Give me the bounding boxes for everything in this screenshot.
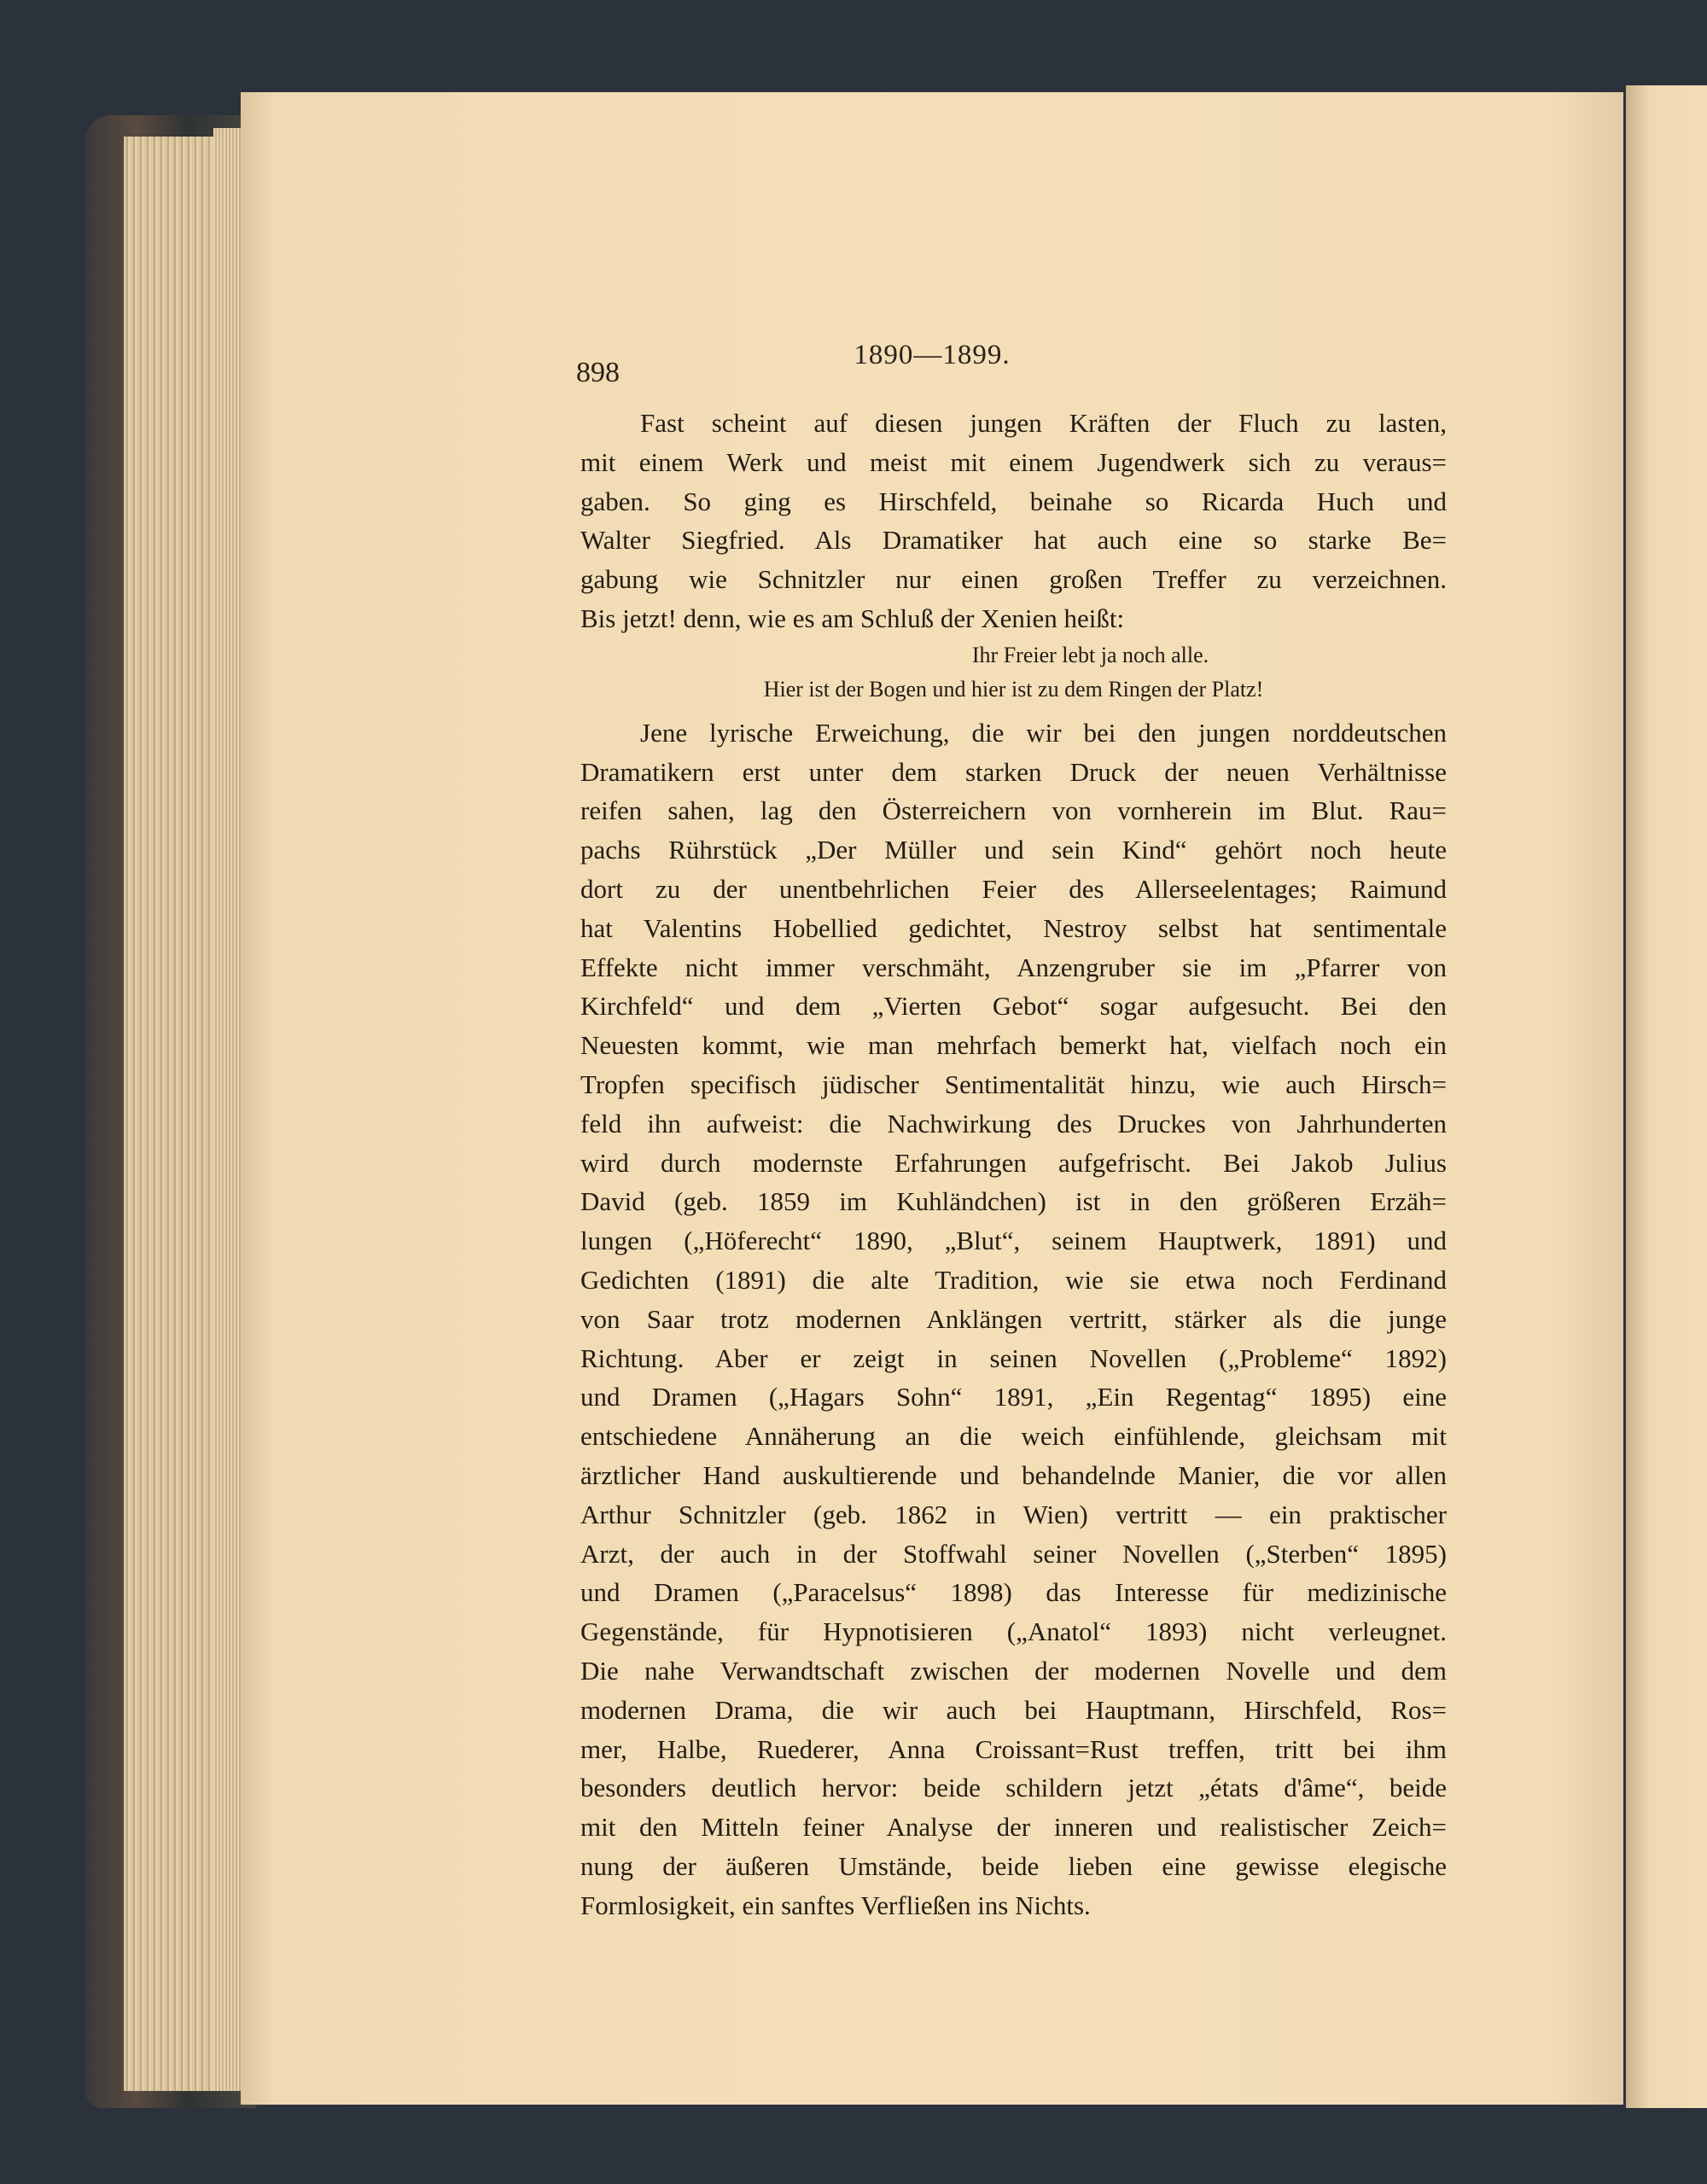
text-line: mit den Mitteln feiner Analyse der inneren und realistischer Zeich=	[580, 1812, 1447, 1843]
running-title: 1890—1899.	[854, 340, 1011, 370]
text-line: Gedichten (1891) die alte Tradition, wie sie etwa noch Ferdinand	[580, 1264, 1447, 1295]
text-line: Gegenstände, für Hypnotisieren („Anatol“ 1893) nicht verleugnet.	[580, 1616, 1447, 1647]
text-line: Kirchfeld“ und dem „Vierten Gebot“ sogar aufgesucht. Bei den	[580, 991, 1447, 1022]
text-line: reifen sahen, lag den Österreichern von vornherein im Blut. Rau=	[580, 795, 1447, 826]
text-line: entschiedene Annäherung an die weich einfühlende, gleichsam mit	[580, 1421, 1447, 1452]
text-line: Effekte nicht immer verschmäht, Anzengruber sie im „Pfarrer von	[580, 952, 1447, 982]
text-line: modernen Drama, die wir auch bei Hauptmann, Hirschfeld, Ros=	[580, 1694, 1447, 1725]
text-line: Arzt, der auch in der Stoffwahl seiner Novellen („Sterben“ 1895)	[580, 1538, 1447, 1569]
text-line: gaben. So ging es Hirschfeld, beinahe so Ricarda Huch und	[580, 486, 1447, 516]
text-line: mit einem Werk und meist mit einem Jugendwerk sich zu veraus=	[580, 446, 1447, 477]
text-line: Dramatikern erst unter dem starken Druck der neuen Verhältnisse	[580, 756, 1447, 787]
text-line: mer, Halbe, Ruederer, Anna Croissant=Rust treffen, tritt bei ihm	[580, 1733, 1447, 1764]
verse-line: Ihr Freier lebt ja noch alle.	[971, 642, 1209, 667]
text-line: von Saar trotz modernen Anklängen vertritt, stärker als die junge	[580, 1303, 1447, 1334]
verse-quote	[580, 638, 1447, 707]
paragraph-2	[580, 713, 1447, 1925]
text-line: lungen („Höferecht“ 1890, „Blut“, seinem Hauptwerk, 1891) und	[580, 1226, 1447, 1256]
text-line: Die nahe Verwandtschaft zwischen der modernen Novelle und dem	[580, 1655, 1447, 1686]
facing-page-edge	[1626, 85, 1707, 2108]
text-line: und Dramen („Hagars Sohn“ 1891, „Ein Regentag“ 1895) eine	[580, 1382, 1447, 1412]
text-line: Bis jetzt! denn, wie es am Schluß der Xenien heißt:	[580, 603, 1125, 633]
text-line: dort zu der unentbehrlichen Feier des Allerseelentages; Raimund	[580, 873, 1447, 904]
page-body	[580, 404, 1447, 1925]
text-line: feld ihn aufweist: die Nachwirkung des Druckes von Jahrhunderten	[580, 1108, 1447, 1139]
text-line: Tropfen specifisch jüdischer Sentimentalität hinzu, wie auch Hirsch=	[580, 1069, 1447, 1099]
paragraph-1	[580, 404, 1447, 638]
text-line: gabung wie Schnitzler nur einen großen Treffer zu verzeichnen.	[580, 564, 1447, 595]
text-line: Fast scheint auf diesen jungen Kräften der Fluch zu lasten,	[640, 408, 1447, 438]
text-line: ärztlicher Hand auskultierende und behandelnde Manier, die vor allen	[580, 1459, 1447, 1490]
text-line: Walter Siegfried. Als Dramatiker hat auch eine so starke Be=	[580, 525, 1447, 556]
text-line: Richtung. Aber er zeigt in seinen Novellen („Probleme“ 1892)	[580, 1342, 1447, 1373]
page-number: 898	[576, 357, 620, 388]
text-line: pachs Rührstück „Der Müller und sein Kind“ gehört noch heute	[580, 835, 1447, 865]
text-line: wird durch modernste Erfahrungen aufgefrischt. Bei Jakob Julius	[580, 1147, 1447, 1178]
text-line: hat Valentins Hobellied gedichtet, Nestroy selbst hat sentimentale	[580, 912, 1447, 943]
text-line: nung der äußeren Umstände, beide lieben eine gewisse elegische	[580, 1850, 1447, 1881]
text-line: Jene lyrische Erweichung, die wir bei den jungen norddeutschen	[640, 717, 1447, 748]
text-line: David (geb. 1859 im Kuhländchen) ist in den größeren Erzäh=	[580, 1186, 1447, 1217]
text-line: Arthur Schnitzler (geb. 1862 in Wien) vertritt — ein praktischer	[580, 1499, 1447, 1529]
verse-line: Hier ist der Bogen und hier ist zu dem Ringen der Platz!	[763, 676, 1264, 702]
text-line: Neuesten kommt, wie man mehrfach bemerkt hat, vielfach noch ein	[580, 1030, 1447, 1061]
text-line: und Dramen („Paracelsus“ 1898) das Interesse für medizinische	[580, 1577, 1447, 1608]
book-page	[241, 92, 1623, 2105]
text-line: Formlosigkeit, ein sanftes Verfließen ins Nichts.	[580, 1890, 1091, 1920]
text-line: besonders deutlich hervor: beide schildern jetzt „états d'âme“, beide	[580, 1773, 1447, 1803]
